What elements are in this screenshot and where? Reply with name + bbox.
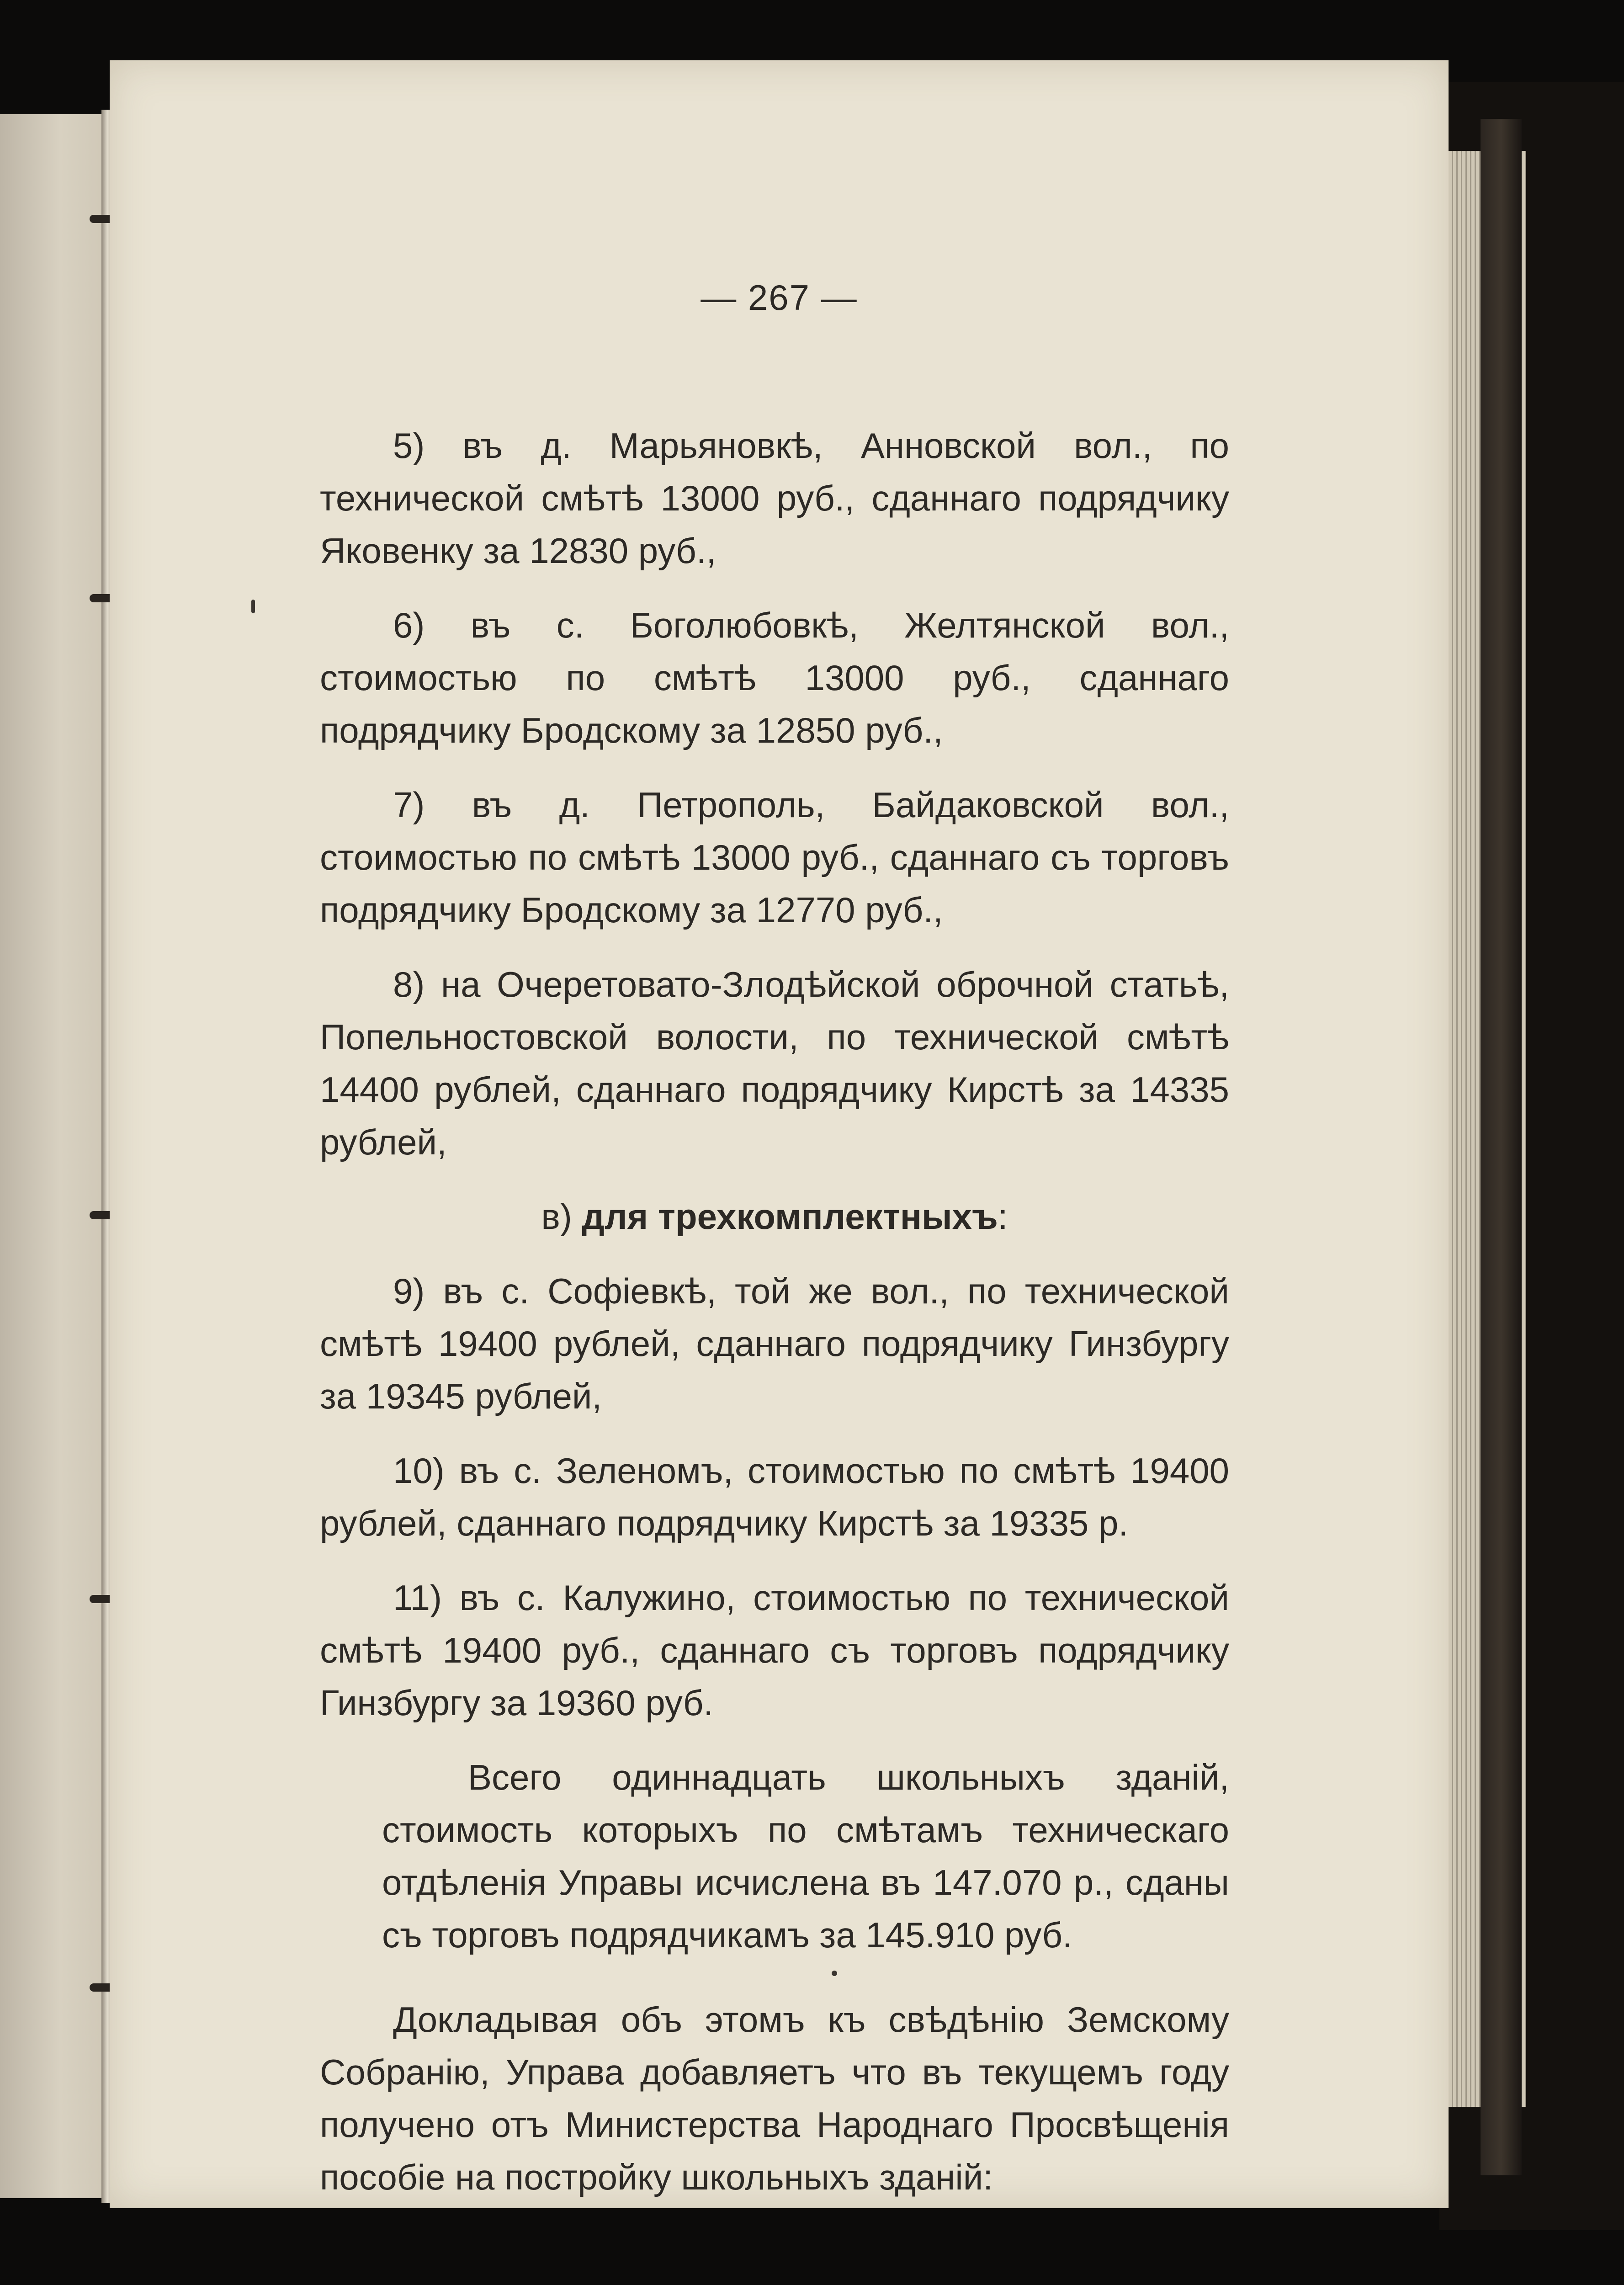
paper-speck <box>251 600 255 613</box>
summary-paragraph: Всего одиннадцать школьныхъ зданiй, стоимость которыхъ по смѣтамъ техническаго отдѣленiя Управы исчислена въ 147.070 р., сданы съ торговъ подрядчикамъ за 145.910 руб. <box>382 1757 1229 1955</box>
heading-suffix: : <box>998 1196 1008 1237</box>
previous-page-sliver <box>0 114 110 2198</box>
list-item: 11) въ с. Калужино, стоимостью по технической смѣтѣ 19400 руб., сданнаго съ торговъ подрядчику Гинзбургу за 19360 руб. <box>320 1578 1229 1723</box>
list-item: 9) въ с. Софiевкѣ, той же вол., по технической смѣтѣ 19400 рублей, сданнаго подрядчику Гинзбургу за 19345 рублей, <box>320 1271 1229 1416</box>
closing-paragraph: Докладывая объ этомъ къ свѣдѣнiю Земскому Собранiю, Управа добавляетъ что въ текущемъ году получено отъ Министерства Народнаго Просвѣщенiя пособiе на постройку школьныхъ зданiй: <box>320 1999 1229 2197</box>
list-item: 10) въ с. Зеленомъ, стоимостью по смѣтѣ 19400 рублей, сданнаго подрядчику Кирстѣ за 19335 р. <box>320 1451 1229 1543</box>
list-item: 5) въ д. Марьяновкѣ, Анновской вол., по технической смѣтѣ 13000 руб., сданнаго подрядчику Яковенку за 12830 руб., <box>320 425 1229 571</box>
section-heading <box>320 1190 1229 1243</box>
heading-bold-text: для трехкомплектныхъ <box>582 1196 998 1237</box>
paper-speck <box>832 1971 837 1976</box>
list-item: 8) на Очеретовато-Злодѣйской оброчной статьѣ, Попельностовской волости, по технической смѣтѣ 14400 рублей, сданнаго подрядчику Кирстѣ за 14335 рублей, <box>320 964 1229 1162</box>
book-page <box>110 60 1449 2208</box>
heading-prefix: в) <box>541 1196 572 1237</box>
book-cover-edge <box>1481 119 1522 2175</box>
page-body <box>320 420 1229 2226</box>
list-item: 6) въ с. Боголюбовкѣ, Желтянской вол., стоимостью по смѣтѣ 13000 руб., сданнаго подрядчику Бродскому за 12850 руб., <box>320 605 1229 750</box>
page-number: — 267 — <box>701 277 858 318</box>
list-item: 7) въ д. Петрополь, Байдаковской вол., стоимостью по смѣтѣ 13000 руб., сданнаго съ торговъ подрядчику Бродскому за 12770 руб., <box>320 785 1229 930</box>
